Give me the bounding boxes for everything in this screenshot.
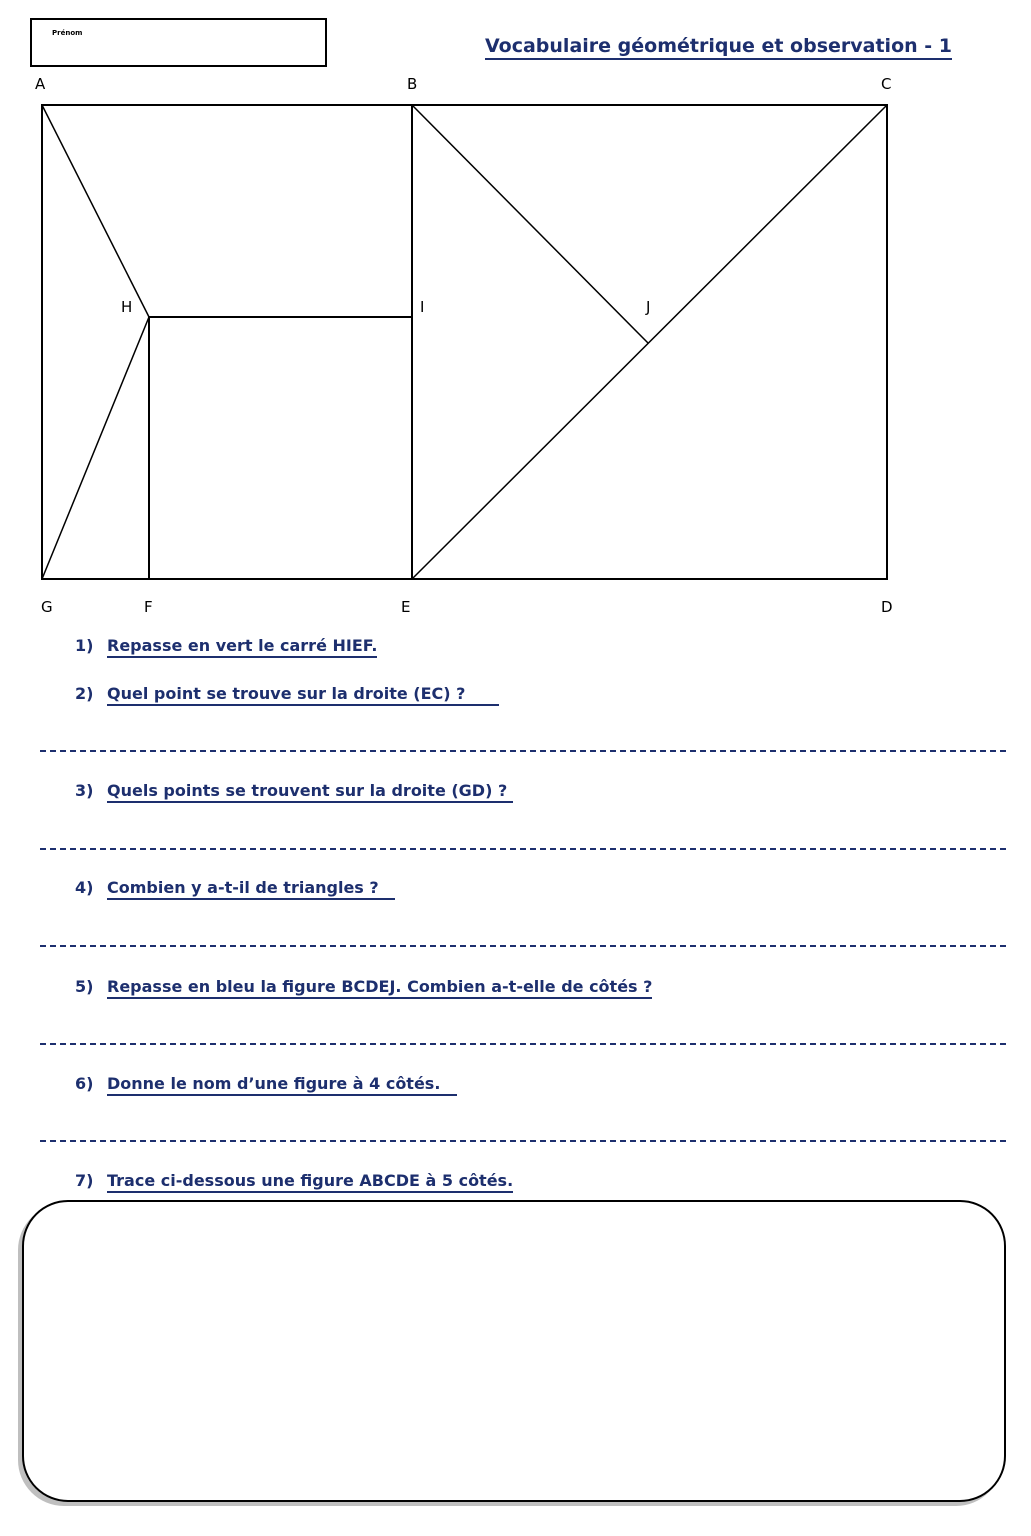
question-text: Trace ci-dessous une figure ABCDE à 5 côtés. xyxy=(107,1171,513,1193)
question-6 xyxy=(75,1074,457,1096)
question-2 xyxy=(75,684,499,706)
question-number: 2) xyxy=(75,684,94,703)
question-text: Repasse en vert le carré HIEF. xyxy=(107,636,377,658)
question-number: 6) xyxy=(75,1074,94,1093)
page-title: Vocabulaire géométrique et observation - 1 xyxy=(485,35,952,60)
point-label-B: B xyxy=(407,75,418,93)
question-1 xyxy=(75,636,377,658)
segment-BJ xyxy=(412,105,651,343)
point-label-D: D xyxy=(881,598,893,616)
point-label-E: E xyxy=(401,598,411,616)
name-label: Prénom xyxy=(52,29,83,37)
point-label-G: G xyxy=(41,598,53,616)
answer-line-2[interactable] xyxy=(40,750,1006,752)
question-3 xyxy=(75,781,513,803)
question-number: 3) xyxy=(75,781,94,800)
point-label-I: I xyxy=(420,298,425,316)
question-5 xyxy=(75,977,652,999)
question-text: Repasse en bleu la figure BCDEJ. Combien a-t-elle de côtés ? xyxy=(107,977,652,999)
drawing-area[interactable] xyxy=(22,1200,1006,1502)
point-label-A: A xyxy=(35,75,46,93)
point-label-J: J xyxy=(646,298,651,316)
point-label-C: C xyxy=(881,75,892,93)
question-7 xyxy=(75,1171,513,1193)
segment-AH xyxy=(42,105,149,317)
question-text: Combien y a-t-il de triangles ? xyxy=(107,878,395,900)
question-text: Quels points se trouvent sur la droite (GD) ? xyxy=(107,781,513,803)
segment-HG xyxy=(42,317,149,579)
outer-rectangle xyxy=(42,105,887,579)
question-text: Quel point se trouve sur la droite (EC) ? xyxy=(107,684,499,706)
question-4 xyxy=(75,878,395,900)
question-text: Donne le nom d’une figure à 4 côtés. xyxy=(107,1074,457,1096)
question-number: 4) xyxy=(75,878,94,897)
answer-line-3[interactable] xyxy=(40,848,1006,850)
answer-line-6[interactable] xyxy=(40,1140,1006,1142)
point-label-H: H xyxy=(121,298,133,316)
geometry-figure xyxy=(0,0,1031,620)
question-number: 5) xyxy=(75,977,94,996)
question-number: 1) xyxy=(75,636,94,655)
answer-line-4[interactable] xyxy=(40,945,1006,947)
question-number: 7) xyxy=(75,1171,94,1190)
point-label-F: F xyxy=(144,598,153,616)
answer-line-5[interactable] xyxy=(40,1043,1006,1045)
